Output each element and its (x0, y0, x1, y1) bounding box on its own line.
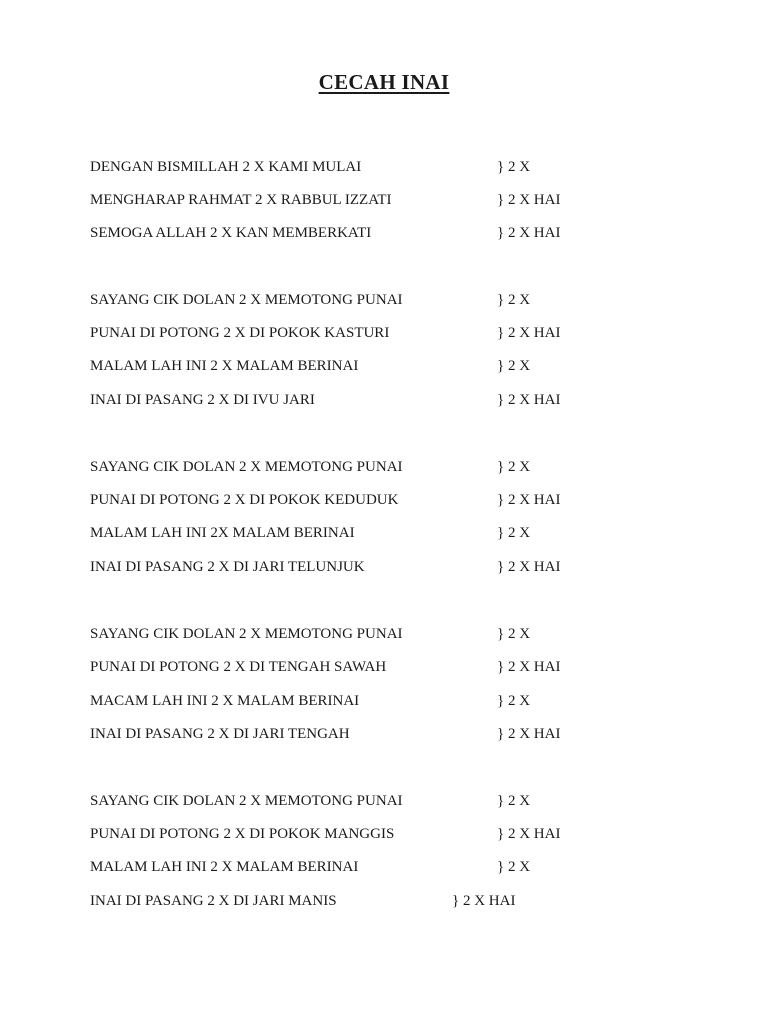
repeat-marker: } 2 X (497, 159, 531, 175)
repeat-marker: } 2 X HAI (452, 893, 516, 909)
lyric-line (0, 891, 768, 911)
repeat-marker: } 2 X HAI (497, 192, 561, 208)
lyric-line (0, 490, 768, 510)
lyric-line (0, 624, 768, 644)
lyric-line (0, 157, 768, 177)
lyric-line (0, 824, 768, 844)
lyric-text: SAYANG CIK DOLAN 2 X MEMOTONG PUNAI (90, 626, 403, 642)
repeat-marker: } 2 X HAI (497, 392, 561, 408)
lyric-text: PUNAI DI POTONG 2 X DI POKOK MANGGIS (90, 826, 395, 842)
lyric-text: INAI DI PASANG 2 X DI IVU JARI (90, 392, 315, 408)
lyric-line (0, 223, 768, 243)
lyric-line (0, 691, 768, 711)
lyric-line (0, 323, 768, 343)
lyric-text: PUNAI DI POTONG 2 X DI TENGAH SAWAH (90, 659, 387, 675)
lyric-text: SEMOGA ALLAH 2 X KAN MEMBERKATI (90, 225, 372, 241)
repeat-marker: } 2 X HAI (497, 826, 561, 842)
repeat-marker: } 2 X (497, 358, 531, 374)
lyric-text: INAI DI PASANG 2 X DI JARI TELUNJUK (90, 559, 365, 575)
lyric-line (0, 457, 768, 477)
repeat-marker: } 2 X (497, 793, 531, 809)
lyric-line (0, 657, 768, 677)
repeat-marker: } 2 X HAI (497, 726, 561, 742)
lyric-line (0, 356, 768, 376)
lyric-text: SAYANG CIK DOLAN 2 X MEMOTONG PUNAI (90, 459, 403, 475)
lyric-text: PUNAI DI POTONG 2 X DI POKOK KEDUDUK (90, 492, 399, 508)
lyric-text: INAI DI PASANG 2 X DI JARI MANIS (90, 893, 337, 909)
lyric-line (0, 857, 768, 877)
repeat-marker: } 2 X (497, 459, 531, 475)
repeat-marker: } 2 X (497, 626, 531, 642)
lyric-line (0, 523, 768, 543)
lyric-line (0, 190, 768, 210)
lyric-text: MALAM LAH INI 2X MALAM BERINAI (90, 525, 355, 541)
repeat-marker: } 2 X HAI (497, 325, 561, 341)
lyric-text: DENGAN BISMILLAH 2 X KAMI MULAI (90, 159, 362, 175)
lyric-text: MACAM LAH INI 2 X MALAM BERINAI (90, 693, 360, 709)
repeat-marker: } 2 X HAI (497, 225, 561, 241)
repeat-marker: } 2 X (497, 859, 531, 875)
repeat-marker: } 2 X HAI (497, 492, 561, 508)
lyric-line (0, 791, 768, 811)
repeat-marker: } 2 X (497, 525, 531, 541)
lyric-text: SAYANG CIK DOLAN 2 X MEMOTONG PUNAI (90, 292, 403, 308)
lyric-line (0, 290, 768, 310)
lyric-text: SAYANG CIK DOLAN 2 X MEMOTONG PUNAI (90, 793, 403, 809)
lyric-text: MALAM LAH INI 2 X MALAM BERINAI (90, 358, 359, 374)
repeat-marker: } 2 X (497, 693, 531, 709)
lyric-line (0, 557, 768, 577)
document-title: CECAH INAI (318, 70, 450, 94)
lyric-line (0, 724, 768, 744)
lyric-line (0, 390, 768, 410)
repeat-marker: } 2 X HAI (497, 559, 561, 575)
lyric-text: MALAM LAH INI 2 X MALAM BERINAI (90, 859, 359, 875)
lyric-text: INAI DI PASANG 2 X DI JARI TENGAH (90, 726, 350, 742)
lyric-text: MENGHARAP RAHMAT 2 X RABBUL IZZATI (90, 192, 392, 208)
lyric-text: PUNAI DI POTONG 2 X DI POKOK KASTURI (90, 325, 390, 341)
repeat-marker: } 2 X HAI (497, 659, 561, 675)
repeat-marker: } 2 X (497, 292, 531, 308)
